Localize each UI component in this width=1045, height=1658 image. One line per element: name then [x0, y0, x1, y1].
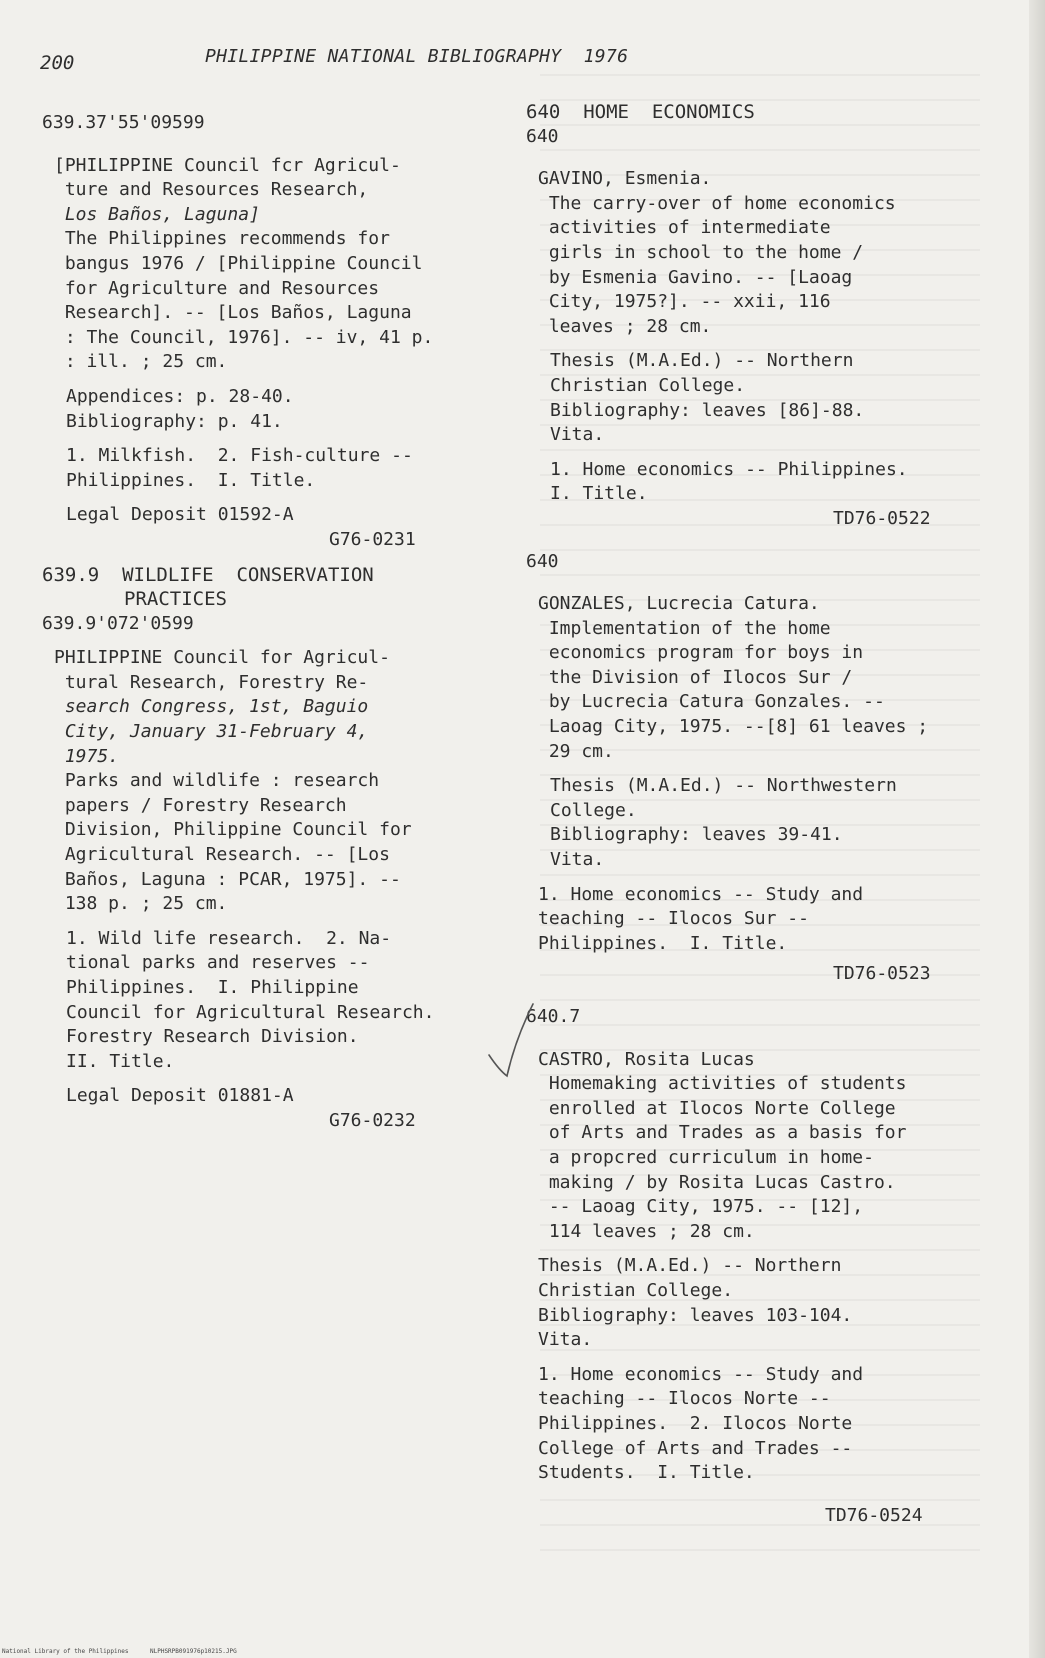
note-line: Vita. [538, 1329, 593, 1351]
subject-line: 1. Home economics -- Study and [538, 883, 864, 905]
note-line: Vita. [550, 849, 605, 871]
entry-line: enrolled at Ilocos Norte College [538, 1097, 896, 1119]
note-line: Bibliography: leaves 39-41. [550, 824, 843, 846]
class-number: 640.7 [526, 1006, 581, 1027]
subject-line: College of Arts and Trades -- [538, 1437, 853, 1459]
entry-body [526, 167, 981, 531]
footer-library: National Library of the Philippines [2, 1648, 129, 1655]
left-column [42, 111, 497, 1134]
entry-4 [526, 550, 981, 988]
entry-body [42, 646, 497, 1133]
entry-line: by Esmenia Gavino. -- [Laoag [538, 266, 853, 288]
entry-line: CASTRO, Rosita Lucas [538, 1048, 755, 1070]
entry-line: : The Council, 1976]. -- iv, 41 p. [54, 326, 434, 348]
entry-line: a propcred curriculum in home- [538, 1146, 874, 1168]
note-line: Christian College. [550, 374, 746, 396]
entry-2 [42, 563, 497, 1134]
subject-line: I. Title. [550, 483, 648, 505]
entry-line: 138 p. ; 25 cm. [54, 893, 228, 915]
entry-line: [PHILIPPINE Council fcr Agricul- [54, 154, 401, 176]
entry-line: search Congress, 1st, Baguio [54, 696, 369, 718]
entry-line: ture and Resources Research, [54, 179, 369, 201]
entry-line: by Lucrecia Catura Gonzales. -- [538, 691, 885, 713]
entry-line: leaves ; 28 cm. [538, 315, 712, 337]
subject-line: Philippines. I. Philippine [66, 977, 359, 998]
note-line: Christian College. [538, 1279, 734, 1301]
entry-body [526, 592, 981, 987]
legal-deposit: Legal Deposit 01592-A [66, 504, 294, 526]
entry-3 [526, 125, 981, 532]
note-line: Thesis (M.A.Ed.) -- Northern [550, 350, 854, 372]
note-line: College. [550, 799, 637, 821]
entry-body [526, 1048, 981, 1529]
entry-line: Los Baños, Laguna] [54, 203, 260, 225]
subject-line: tional parks and reserves -- [66, 952, 370, 974]
entry-line: Implementation of the home [538, 617, 831, 639]
entry-1 [42, 111, 497, 553]
class-number: 639.37'55'09599 [42, 112, 205, 133]
control-number: TD76-0524 [825, 1504, 923, 1526]
page-number: 200 [40, 52, 75, 74]
right-column [526, 100, 981, 1528]
entry-line: the Division of Ilocos Sur / [538, 666, 853, 688]
entry-line: economics program for boys in [538, 642, 864, 664]
entry-line: 1975. [54, 745, 120, 767]
handwritten-check-mark-icon [485, 1000, 545, 1080]
entry-line: for Agriculture and Resources [54, 277, 380, 299]
entry-line: tural Research, Forestry Re- [54, 671, 369, 693]
entry-line: Agricultural Research. -- [Los [54, 844, 390, 866]
entry-line: The Philippines recommends for [54, 228, 390, 250]
entry-line: PHILIPPINE Council for Agricul- [54, 647, 390, 669]
subject-line: 1. Home economics -- Philippines. [550, 458, 908, 480]
control-number: G76-0232 [329, 1109, 416, 1131]
section-heading: 639.9 WILDLIFE CONSERVATION [42, 563, 374, 586]
subject-line: teaching -- Ilocos Sur -- [538, 908, 809, 930]
entry-line: papers / Forestry Research [54, 794, 347, 816]
page-edge [1029, 0, 1045, 1658]
entry-line: Homemaking activities of students [538, 1073, 907, 1095]
entry-line: girls in school to the home / [538, 241, 864, 263]
note-line: Bibliography: leaves 103-104. [538, 1304, 853, 1326]
footer-file-id: NLPHSRPB091976p10215.JPG [150, 1648, 237, 1655]
note-line: Appendices: p. 28-40. [66, 385, 294, 407]
legal-deposit: Legal Deposit 01881-A [66, 1085, 294, 1107]
section-heading: 640 HOME ECONOMICS [526, 101, 755, 123]
section-heading-cont: PRACTICES [124, 588, 227, 611]
entry-line: bangus 1976 / [Philippine Council [54, 252, 423, 274]
subject-line: Philippines. 2. Ilocos Norte [538, 1412, 853, 1434]
entry-line: GAVINO, Esmenia. [538, 168, 712, 190]
entry-line: Parks and wildlife : research [54, 770, 380, 792]
entry-line: -- Laoag City, 1975. -- [12], [538, 1196, 864, 1218]
control-number: G76-0231 [329, 528, 416, 550]
entry-body [42, 154, 497, 553]
entry-line: Laoag City, 1975. --[8] 61 leaves ; [538, 716, 929, 738]
subject-line: Philippines. I. Title. [66, 469, 316, 491]
entry-line: City, 1975?]. -- xxii, 116 [538, 291, 831, 313]
entry-line: of Arts and Trades as a basis for [538, 1122, 907, 1144]
entry-line: Division, Philippine Council for [54, 819, 412, 841]
entry-line: 114 leaves ; 28 cm. [538, 1220, 755, 1242]
subject-line: 1. Wild life research. 2. Na- [66, 927, 392, 949]
class-number: 640 [526, 125, 559, 147]
note-line: Vita. [550, 424, 605, 446]
subject-line: teaching -- Ilocos Norte -- [538, 1388, 831, 1410]
subject-line: Council for Agricultural Research. [66, 1001, 435, 1023]
control-number: TD76-0522 [833, 507, 931, 529]
entry-line: City, January 31-February 4, [54, 721, 369, 743]
entry-line: 29 cm. [538, 740, 614, 762]
entry-line: GONZALES, Lucrecia Catura. [538, 593, 820, 615]
subject-line: 1. Home economics -- Study and [538, 1363, 864, 1385]
entry-line: making / by Rosita Lucas Castro. [538, 1171, 896, 1193]
entry-5 [526, 1005, 981, 1528]
class-number: 639.9'072'0599 [42, 612, 194, 634]
entry-line: activities of intermediate [538, 217, 831, 239]
control-number: TD76-0523 [833, 963, 931, 985]
entry-line: Research]. -- [Los Baños, Laguna [54, 302, 412, 324]
note-line: Thesis (M.A.Ed.) -- Northwestern [550, 775, 897, 797]
class-number: 640 [526, 550, 559, 572]
subject-line: Philippines. I. Title. [538, 932, 788, 954]
subject-line: 1. Milkfish. 2. Fish-culture -- [66, 445, 413, 467]
entry-line: : ill. ; 25 cm. [54, 351, 228, 373]
subject-line: Forestry Research Division. [66, 1026, 359, 1048]
entry-line: The carry-over of home economics [538, 192, 896, 214]
entry-line: Baños, Laguna : PCAR, 1975]. -- [54, 868, 401, 890]
note-line: Bibliography: p. 41. [66, 410, 283, 432]
subject-line: II. Title. [66, 1050, 175, 1072]
subject-line: Students. I. Title. [538, 1462, 755, 1484]
note-line: Thesis (M.A.Ed.) -- Northern [538, 1255, 842, 1277]
note-line: Bibliography: leaves [86]-88. [550, 399, 865, 421]
page-title: PHILIPPINE NATIONAL BIBLIOGRAPHY 1976 [205, 46, 629, 67]
